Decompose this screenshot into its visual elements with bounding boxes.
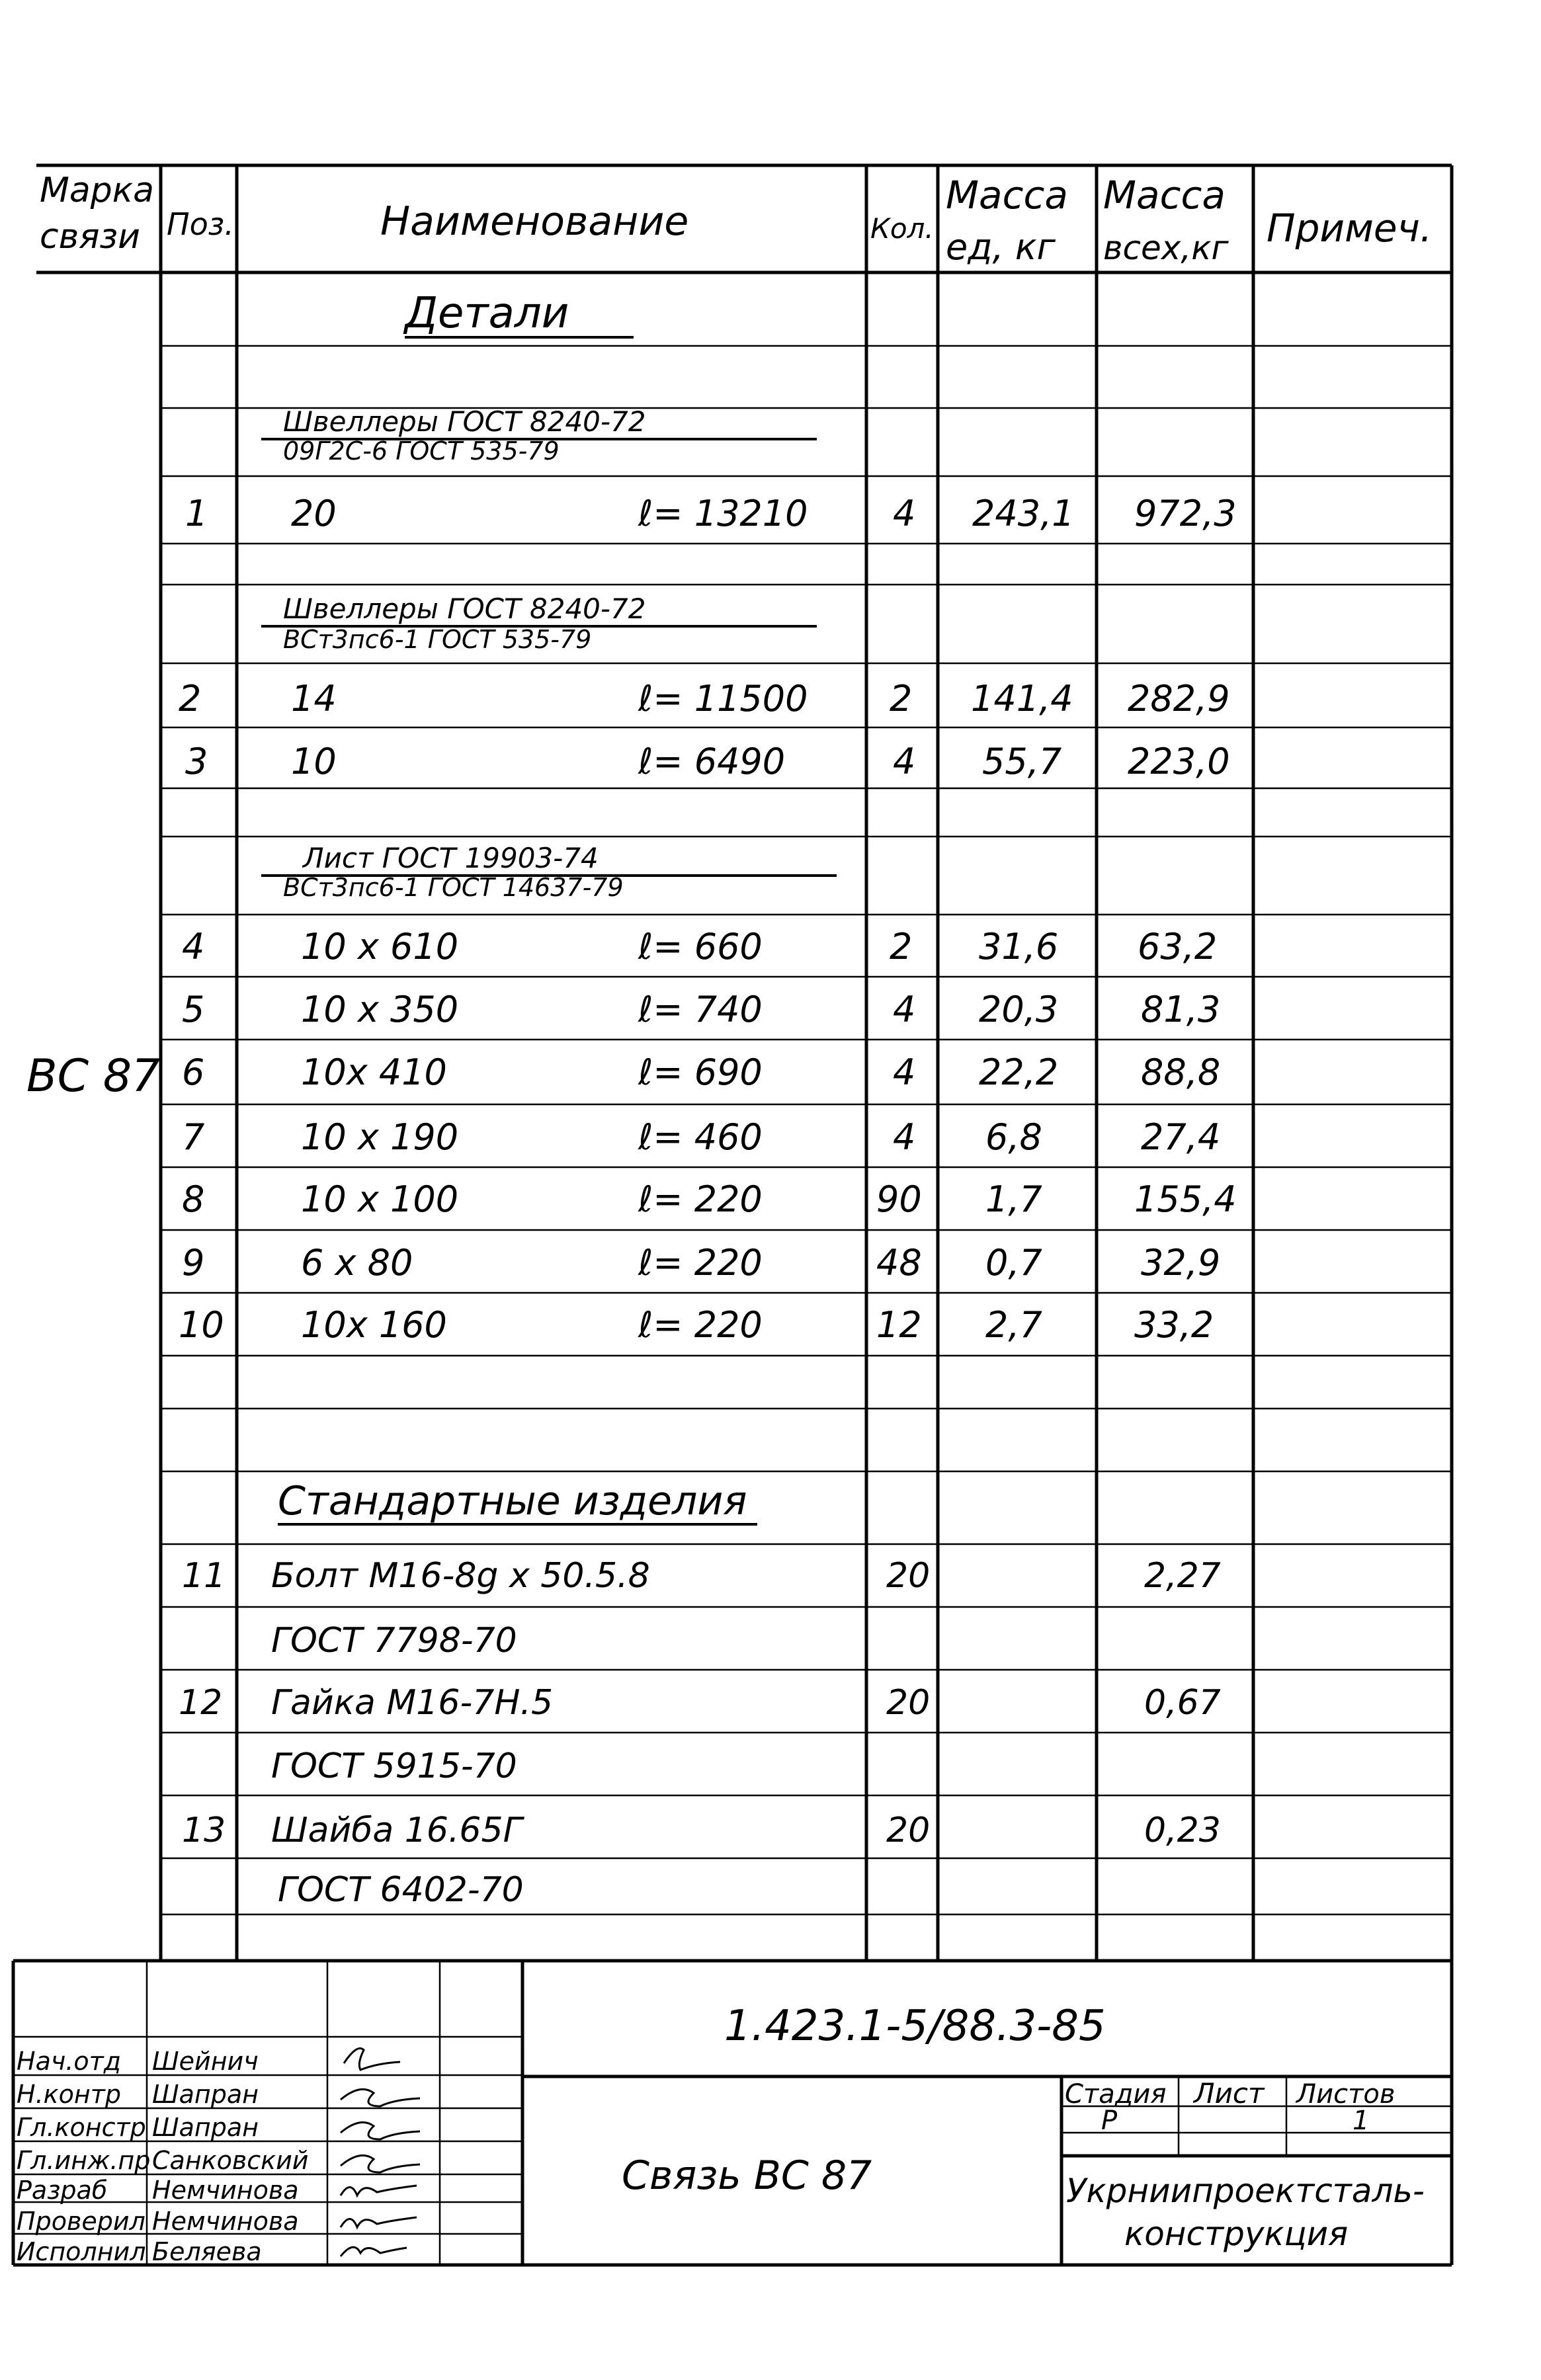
row-size: 10 x 100 bbox=[301, 1178, 459, 1220]
signature-mark bbox=[341, 2122, 420, 2139]
row-qty: 4 bbox=[893, 493, 916, 534]
row-size: 6 x 80 bbox=[301, 1242, 413, 1284]
table-row bbox=[179, 1304, 1214, 1346]
table-row bbox=[182, 1051, 1220, 1093]
table-row bbox=[182, 926, 1217, 967]
row-mass-total: 27,4 bbox=[1141, 1116, 1221, 1158]
row-size: 10 x 350 bbox=[301, 989, 459, 1030]
row-pos: 9 bbox=[182, 1242, 205, 1284]
group-line2: ВСт3пс6-1 ГОСТ 535-79 bbox=[283, 625, 592, 654]
row-length: ℓ= 740 bbox=[638, 989, 763, 1030]
row-qty: 2 bbox=[890, 926, 913, 967]
row-length: ℓ= 660 bbox=[638, 926, 763, 967]
signature-mark bbox=[341, 2155, 420, 2172]
row-pos: 4 bbox=[182, 926, 205, 967]
section-details: Детали bbox=[405, 289, 569, 338]
row-mass-unit: 6,8 bbox=[985, 1116, 1042, 1158]
staff-list bbox=[17, 2047, 309, 2266]
row-pos: 2 bbox=[179, 678, 202, 719]
header-name: Наименование bbox=[380, 198, 689, 245]
staff-name: Немчинова bbox=[152, 2176, 299, 2205]
org-line1: Укрниипроектсталь- bbox=[1066, 2172, 1425, 2210]
list-item bbox=[182, 1556, 1221, 1661]
row-mass-unit: 1,7 bbox=[985, 1178, 1042, 1220]
row-mass-unit: 2,7 bbox=[985, 1304, 1042, 1346]
drawing-title: Связь ВС 87 bbox=[622, 2153, 872, 2199]
item-name: Болт М16-8g x 50.5.8 bbox=[271, 1556, 650, 1596]
table-row bbox=[185, 741, 1230, 782]
group-line1: Лист ГОСТ 19903-74 bbox=[303, 842, 599, 874]
row-size: 10x 160 bbox=[301, 1304, 447, 1346]
group-heading bbox=[261, 405, 817, 466]
item-gost: ГОСТ 7798-70 bbox=[271, 1621, 517, 1661]
row-qty: 4 bbox=[893, 989, 916, 1030]
row-mass-unit: 20,3 bbox=[979, 989, 1059, 1030]
group-heading bbox=[261, 593, 817, 654]
header-mark-line2: связи bbox=[40, 217, 140, 257]
row-pos: 8 bbox=[182, 1178, 205, 1220]
row-length: ℓ= 220 bbox=[638, 1304, 763, 1346]
signature-mark bbox=[344, 2049, 400, 2071]
row-mass-unit: 31,6 bbox=[979, 926, 1059, 967]
header-mass-unit-line2: ед, кг bbox=[946, 226, 1056, 268]
signature-mark bbox=[341, 2217, 417, 2227]
row-pos: 10 bbox=[179, 1304, 224, 1346]
row-size: 10 x 190 bbox=[301, 1116, 459, 1158]
table-row bbox=[179, 678, 1230, 719]
row-size: 10 bbox=[291, 741, 337, 782]
row-pos: 3 bbox=[185, 741, 208, 782]
row-mass-total: 223,0 bbox=[1128, 741, 1230, 782]
staff-name: Шейнич bbox=[152, 2047, 259, 2076]
row-mass-total: 63,2 bbox=[1138, 926, 1218, 967]
row-qty: 4 bbox=[893, 1116, 916, 1158]
row-length: ℓ= 690 bbox=[638, 1051, 763, 1093]
header-mass-total-line1: Масса bbox=[1103, 173, 1226, 218]
item-qty: 20 bbox=[886, 1683, 931, 1723]
staff-name: Шапран bbox=[152, 2080, 259, 2109]
group-line1: Швеллеры ГОСТ 8240-72 bbox=[283, 593, 646, 625]
header-pos: Поз. bbox=[167, 206, 234, 242]
header-note: Примеч. bbox=[1267, 206, 1433, 251]
staff-name: Шапран bbox=[152, 2113, 259, 2142]
staff-name: Беляева bbox=[152, 2237, 262, 2266]
row-size: 10x 410 bbox=[301, 1051, 447, 1093]
row-pos: 5 bbox=[182, 989, 205, 1030]
row-mass-total: 32,9 bbox=[1141, 1242, 1221, 1284]
row-qty: 4 bbox=[893, 741, 916, 782]
row-mass-total: 972,3 bbox=[1134, 493, 1237, 534]
row-length: ℓ= 460 bbox=[638, 1116, 763, 1158]
item-gost: ГОСТ 6402-70 bbox=[278, 1870, 524, 1910]
staff-role: Проверил bbox=[17, 2207, 146, 2236]
staff-name: Санковский bbox=[152, 2146, 309, 2175]
row-qty: 12 bbox=[876, 1304, 922, 1346]
item-name: Шайба 16.65Г bbox=[271, 1811, 522, 1850]
row-mass-total: 33,2 bbox=[1134, 1304, 1214, 1346]
item-qty: 20 bbox=[886, 1556, 931, 1596]
item-mass: 0,23 bbox=[1144, 1811, 1221, 1850]
group-line2: 09Г2С-6 ГОСТ 535-79 bbox=[283, 436, 560, 466]
staff-role: Исполнил bbox=[17, 2237, 146, 2266]
item-pos: 13 bbox=[182, 1811, 226, 1850]
row-mass-total: 88,8 bbox=[1141, 1051, 1221, 1093]
header-qty: Кол. bbox=[870, 212, 934, 245]
sheet-label: Лист bbox=[1194, 2077, 1265, 2110]
row-qty: 90 bbox=[876, 1178, 922, 1220]
group-heading bbox=[261, 842, 837, 902]
row-pos: 1 bbox=[185, 493, 208, 534]
staff-role: Разраб bbox=[17, 2176, 108, 2205]
signature-mark bbox=[341, 2247, 407, 2256]
row-length: ℓ= 6490 bbox=[638, 741, 786, 782]
stage-value: Р bbox=[1101, 2106, 1118, 2136]
item-gost: ГОСТ 5915-70 bbox=[271, 1746, 517, 1786]
header-mass-unit-line1: Масса bbox=[946, 173, 1068, 218]
item-pos: 12 bbox=[179, 1683, 223, 1723]
row-mass-total: 81,3 bbox=[1141, 989, 1221, 1030]
item-pos: 11 bbox=[182, 1556, 226, 1596]
row-pos: 6 bbox=[182, 1051, 205, 1093]
doc-code: 1.423.1-5/88.3-85 bbox=[724, 2002, 1106, 2051]
row-length: ℓ= 13210 bbox=[638, 493, 808, 534]
group-line2: ВСт3пс6-1 ГОСТ 14637-79 bbox=[283, 873, 624, 902]
table-header bbox=[40, 171, 1432, 268]
row-mass-unit: 243,1 bbox=[972, 493, 1075, 534]
row-mass-unit: 0,7 bbox=[985, 1242, 1042, 1284]
signature-mark bbox=[341, 2186, 417, 2195]
list-item bbox=[179, 1683, 1221, 1786]
header-mark-line1: Марка bbox=[40, 171, 155, 210]
staff-role: Гл.инж.пр bbox=[17, 2146, 151, 2175]
row-mass-unit: 55,7 bbox=[982, 741, 1062, 782]
row-pos: 7 bbox=[182, 1116, 205, 1158]
row-size: 20 bbox=[291, 493, 337, 534]
table-row bbox=[182, 989, 1220, 1030]
row-qty: 4 bbox=[893, 1051, 916, 1093]
row-mass-unit: 141,4 bbox=[971, 678, 1073, 719]
table-row bbox=[185, 493, 1237, 534]
staff-role: Гл.констр bbox=[17, 2113, 146, 2142]
table-row bbox=[182, 1116, 1220, 1158]
row-qty: 2 bbox=[890, 678, 913, 719]
item-mass: 0,67 bbox=[1144, 1683, 1221, 1723]
brace-mark: ВС 87 bbox=[26, 1050, 161, 1102]
staff-role: Нач.отд bbox=[17, 2047, 122, 2076]
group-line1: Швеллеры ГОСТ 8240-72 bbox=[283, 405, 646, 438]
staff-name: Немчинова bbox=[152, 2207, 299, 2236]
list-item bbox=[182, 1811, 1221, 1910]
row-length: ℓ= 220 bbox=[638, 1178, 763, 1220]
org-line2: конструкция bbox=[1124, 2215, 1349, 2253]
stage-label: Стадия bbox=[1065, 2079, 1167, 2110]
row-mass-unit: 22,2 bbox=[979, 1051, 1059, 1093]
header-mass-total-line2: всех,кг bbox=[1103, 229, 1229, 267]
row-length: ℓ= 220 bbox=[638, 1242, 763, 1284]
staff-role: Н.контр bbox=[17, 2080, 121, 2109]
item-mass: 2,27 bbox=[1144, 1556, 1221, 1596]
item-name: Гайка М16-7Н.5 bbox=[271, 1683, 554, 1723]
item-qty: 20 bbox=[886, 1811, 931, 1850]
row-qty: 48 bbox=[876, 1242, 922, 1284]
row-size: 14 bbox=[291, 678, 337, 719]
row-size: 10 x 610 bbox=[301, 926, 459, 967]
table-row bbox=[182, 1178, 1237, 1220]
sheets-label: Листов bbox=[1296, 2079, 1395, 2110]
section-standard: Стандартные изделия bbox=[278, 1478, 747, 1524]
table-row bbox=[182, 1242, 1220, 1284]
row-length: ℓ= 11500 bbox=[638, 678, 808, 719]
row-mass-total: 282,9 bbox=[1128, 678, 1230, 719]
signatures bbox=[341, 2049, 420, 2257]
row-mass-total: 155,4 bbox=[1134, 1178, 1237, 1220]
signature-mark bbox=[341, 2089, 420, 2106]
sheets-total: 1 bbox=[1353, 2106, 1370, 2136]
